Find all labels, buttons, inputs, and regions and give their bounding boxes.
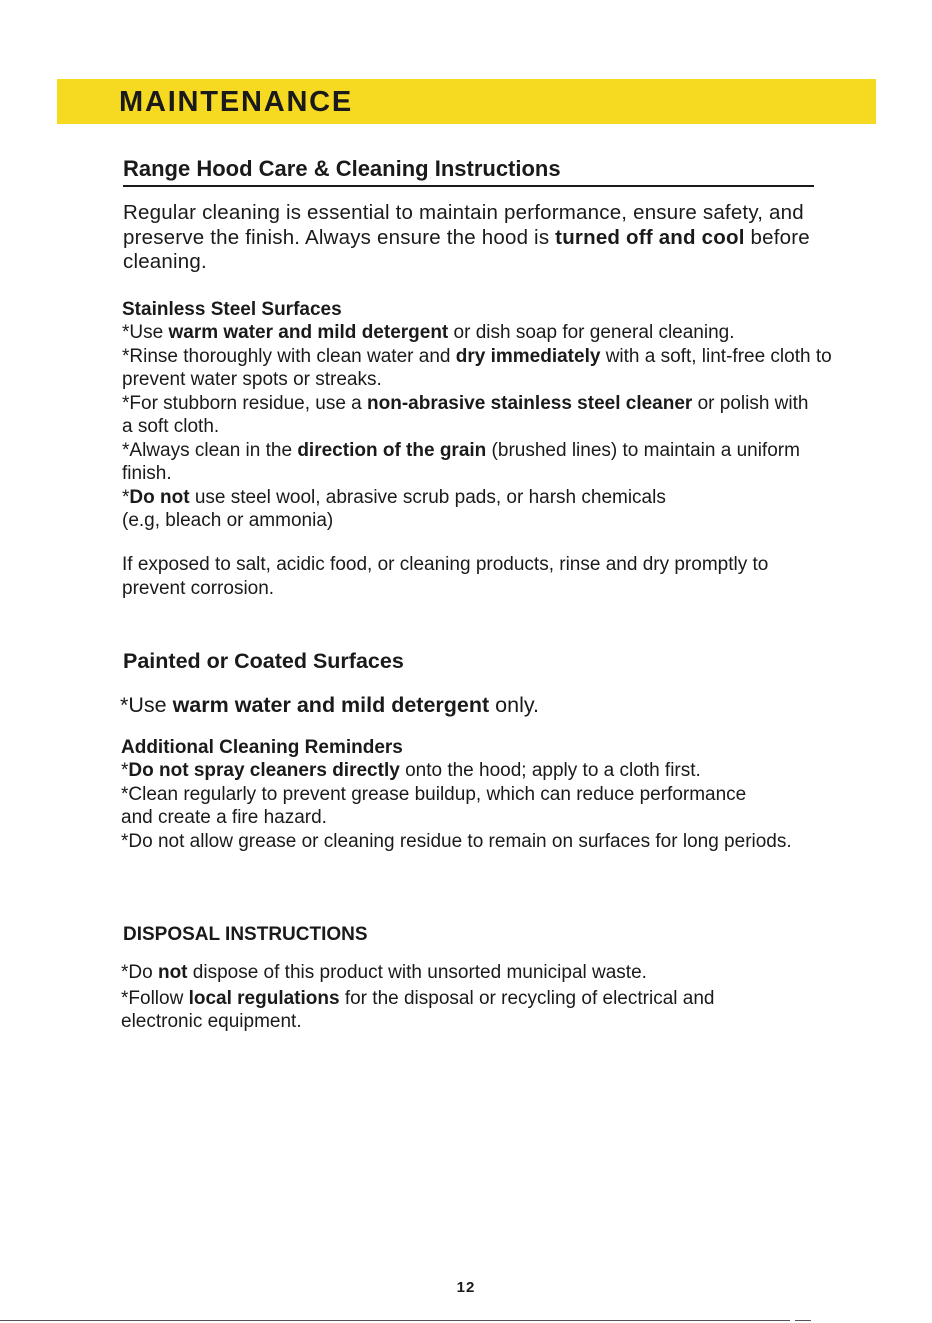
painted-item-1: *Use warm water and mild detergent only.	[120, 693, 539, 717]
stainless-item-3: *For stubborn residue, use a non-abrasive stainless steel cleaner or polish with a soft cloth.	[122, 392, 809, 437]
painted-heading: Painted or Coated Surfaces	[123, 649, 404, 673]
reminders-heading: Additional Cleaning Reminders	[121, 737, 403, 758]
painted-section	[122, 648, 882, 718]
footer-rule-short	[795, 1320, 811, 1321]
stainless-heading: Stainless Steel Surfaces	[122, 299, 342, 320]
stainless-item-4: *Always clean in the direction of the grain (brushed lines) to maintain a uniform finish.	[122, 439, 800, 484]
footer-rule	[0, 1320, 790, 1321]
reminders-item-2: *Clean regularly to prevent grease buildup, which can reduce performance and create a fire hazard.	[121, 783, 747, 828]
intro-paragraph: Regular cleaning is essential to maintain performance, ensure safety, and preserve the finish. Always ensure the hood is turned off and cool before cleaning.	[123, 201, 810, 273]
section-title: Range Hood Care & Cleaning Instructions	[123, 156, 561, 181]
reminders-section	[121, 736, 881, 853]
disposal-item-2: *Follow local regulations for the disposal or recycling of electrical and electronic equipment.	[121, 987, 715, 1032]
disposal-heading: DISPOSAL INSTRUCTIONS	[123, 924, 368, 945]
title-underline	[123, 185, 814, 187]
reminders-item-3: *Do not allow grease or cleaning residue to remain on surfaces for long periods.	[121, 830, 792, 852]
maintenance-banner	[57, 79, 876, 124]
stainless-item-2: *Rinse thoroughly with clean water and dry immediately with a soft, lint-free cloth to prevent water spots or streaks.	[122, 345, 832, 390]
stainless-item-5: *Do not use steel wool, abrasive scrub pads, or harsh chemicals (e.g, bleach or ammonia)	[122, 486, 666, 531]
page-number: 12	[456, 1279, 476, 1296]
stainless-note: If exposed to salt, acidic food, or cleaning products, rinse and dry promptly to prevent corrosion.	[122, 554, 769, 599]
banner-title: MAINTENANCE	[119, 86, 354, 118]
stainless-item-1: *Use warm water and mild detergent or dish soap for general cleaning.	[122, 322, 735, 343]
disposal-item-1: *Do not dispose of this product with unsorted municipal waste.	[121, 962, 647, 983]
disposal-section	[121, 923, 881, 1034]
stainless-section	[122, 298, 882, 533]
reminders-item-1: *Do not spray cleaners directly onto the hood; apply to a cloth first.	[121, 760, 701, 781]
